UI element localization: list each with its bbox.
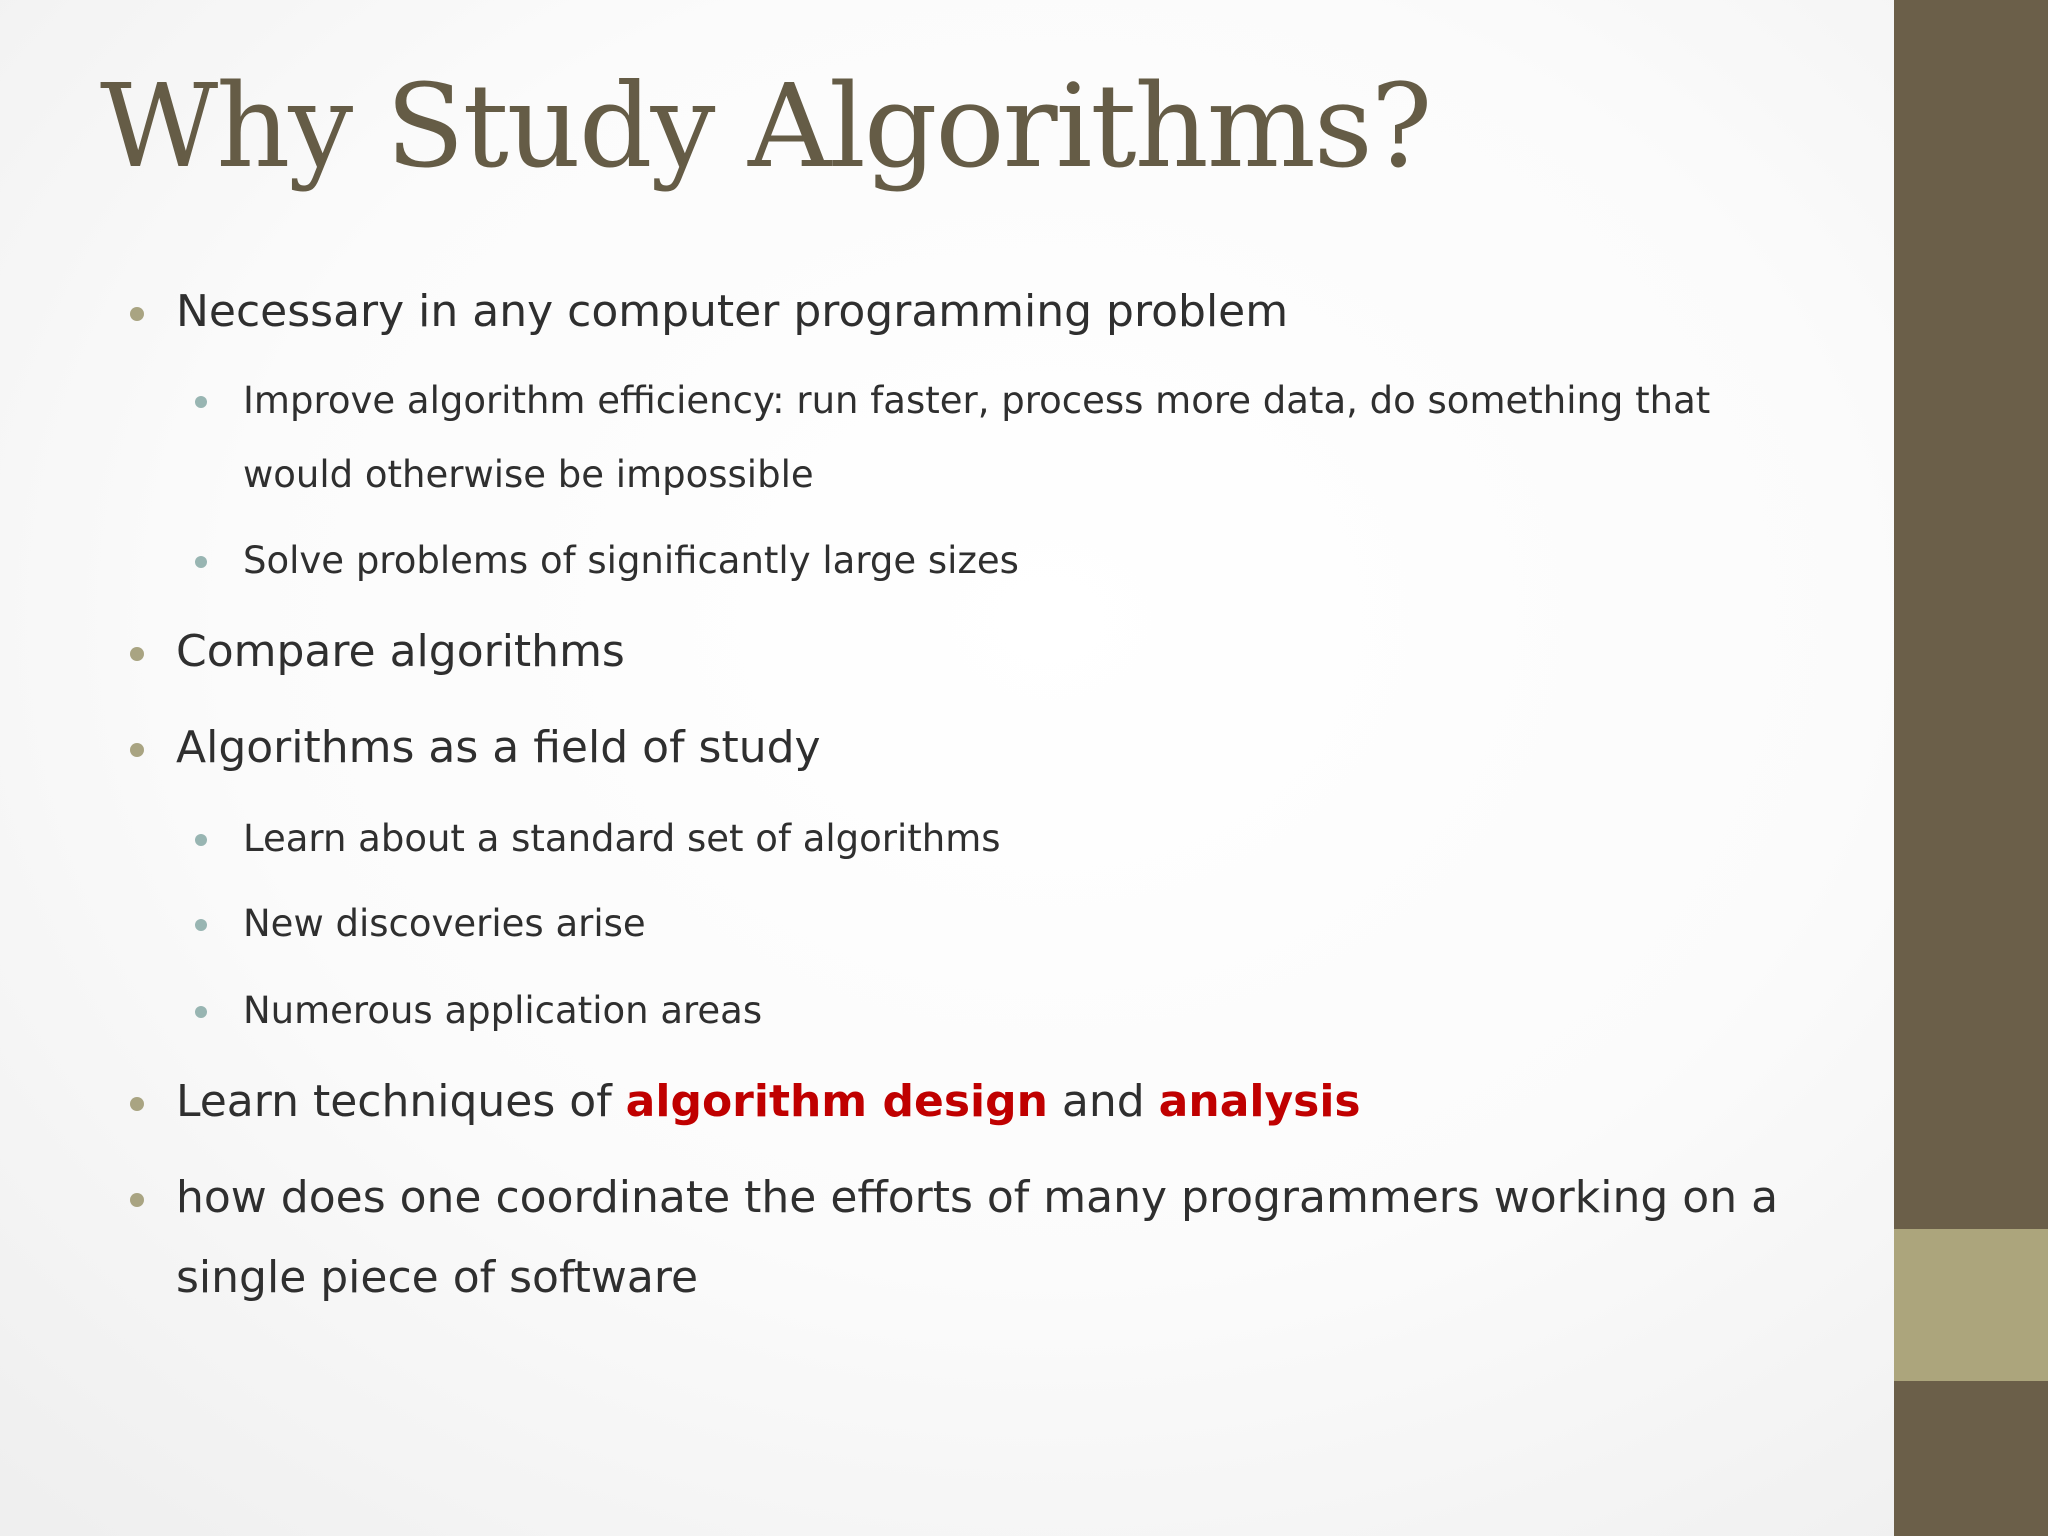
bullet-text: Numerous application areas (243, 989, 763, 1032)
sub-bullet-item (243, 364, 1710, 512)
sub-bullet-dot-icon (195, 556, 207, 568)
bullet-text-line-2: would otherwise be impossible (243, 453, 814, 496)
bullet-text-middle: and (1047, 1076, 1159, 1127)
bullet-dot-icon (130, 307, 144, 321)
sub-bullet-dot-icon (195, 1006, 207, 1018)
bullet-dot-icon (130, 647, 144, 661)
bullet-text: Compare algorithms (176, 626, 625, 677)
decorative-sidebar-accent (1894, 1229, 2048, 1381)
sub-bullet-item (243, 887, 646, 961)
bullet-dot-icon (130, 1097, 144, 1111)
bullet-text: Learn about a standard set of algorithms (243, 817, 1001, 860)
sub-bullet-item (243, 524, 1019, 598)
bullet-item (176, 612, 625, 692)
sub-bullet-dot-icon (195, 834, 207, 846)
sub-bullet-dot-icon (195, 396, 207, 408)
sub-bullet-item (243, 802, 1001, 876)
bullet-item (176, 272, 1288, 352)
bullet-text-prefix: Learn techniques of (176, 1076, 626, 1127)
highlight-algorithm-design: algorithm design (625, 1076, 1048, 1127)
bullet-item (176, 708, 821, 788)
bullet-text-line-1: how does one coordinate the efforts of many programmers working on a (176, 1172, 1779, 1223)
bullet-item (176, 1062, 1361, 1142)
bullet-text: Solve problems of significantly large sizes (243, 539, 1019, 582)
bullet-text-line-2: single piece of software (176, 1252, 699, 1303)
bullet-dot-icon (130, 1193, 144, 1207)
highlight-analysis: analysis (1158, 1076, 1361, 1127)
bullet-text: New discoveries arise (243, 902, 646, 945)
sub-bullet-dot-icon (195, 919, 207, 931)
bullet-text: Algorithms as a field of study (176, 722, 821, 773)
bullet-item (176, 1158, 1778, 1318)
sub-bullet-item (243, 974, 762, 1048)
bullet-text: Necessary in any computer programming problem (176, 286, 1289, 337)
slide-title: Why Study Algorithms? (100, 60, 1431, 194)
bullet-dot-icon (130, 743, 144, 757)
bullet-text-line-1: Improve algorithm efficiency: run faster, process more data, do something that (243, 379, 1711, 422)
